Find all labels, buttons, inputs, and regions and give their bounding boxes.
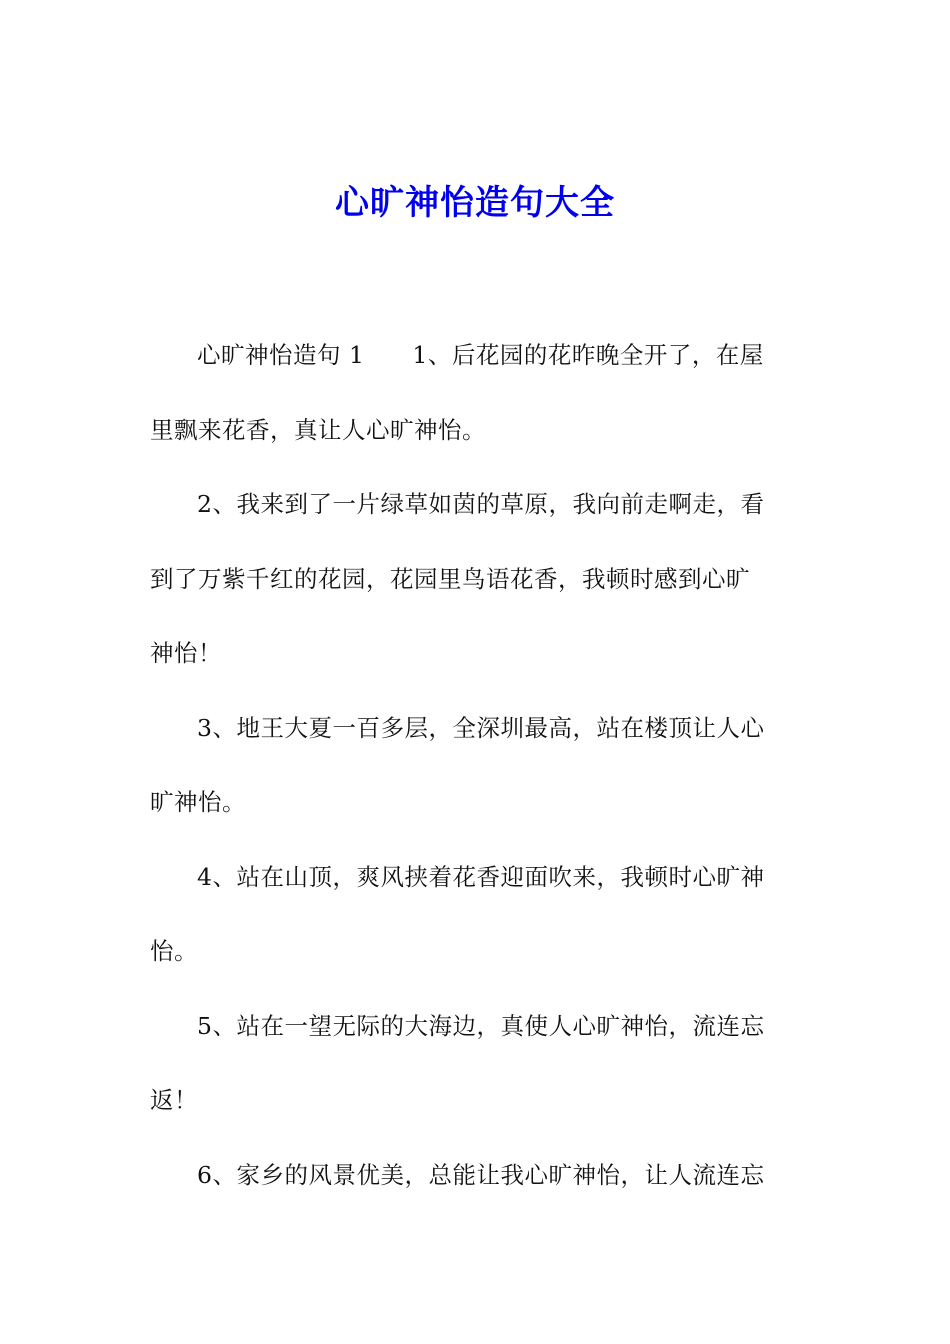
paragraph-line: 里飘来花香，真让人心旷神怡。 [150, 415, 486, 444]
paragraph-line: 6、家乡的风景优美，总能让我心旷神怡，让人流连忘 [197, 1160, 765, 1189]
paragraph-3 [150, 691, 804, 840]
paragraph-line: 心旷神怡造句 1 1、后花园的花昨晚全开了，在屋 [197, 341, 764, 369]
paragraph-line: 4、站在山顶，爽风挟着花香迎面吹来，我顿时心旷神 [197, 862, 765, 891]
paragraph-2 [150, 467, 804, 691]
paragraph-line: 到了万紫千红的花园，花园里鸟语花香，我顿时感到心旷 [150, 564, 750, 593]
paragraph-line: 2、我来到了一片绿草如茵的草原，我向前走啊走，看 [197, 490, 765, 518]
paragraph-1 [150, 318, 804, 467]
paragraph-5 [150, 989, 804, 1138]
paragraph-6 [150, 1138, 804, 1213]
paragraph-line: 3、地王大夏一百多层，全深圳最高，站在楼顶让人心 [197, 713, 765, 742]
paragraph-line: 怡。 [150, 937, 198, 965]
paragraph-line: 神怡！ [150, 639, 222, 667]
paragraph-line: 5、站在一望无际的大海边，真使人心旷神怡，流连忘 [197, 1011, 765, 1040]
paragraph-4 [150, 840, 804, 989]
paragraph-line: 返！ [150, 1086, 198, 1114]
paragraph-line: 旷神怡。 [150, 788, 246, 816]
document-body [150, 318, 804, 1212]
document-title: 心旷神怡造句大全 [335, 183, 615, 223]
